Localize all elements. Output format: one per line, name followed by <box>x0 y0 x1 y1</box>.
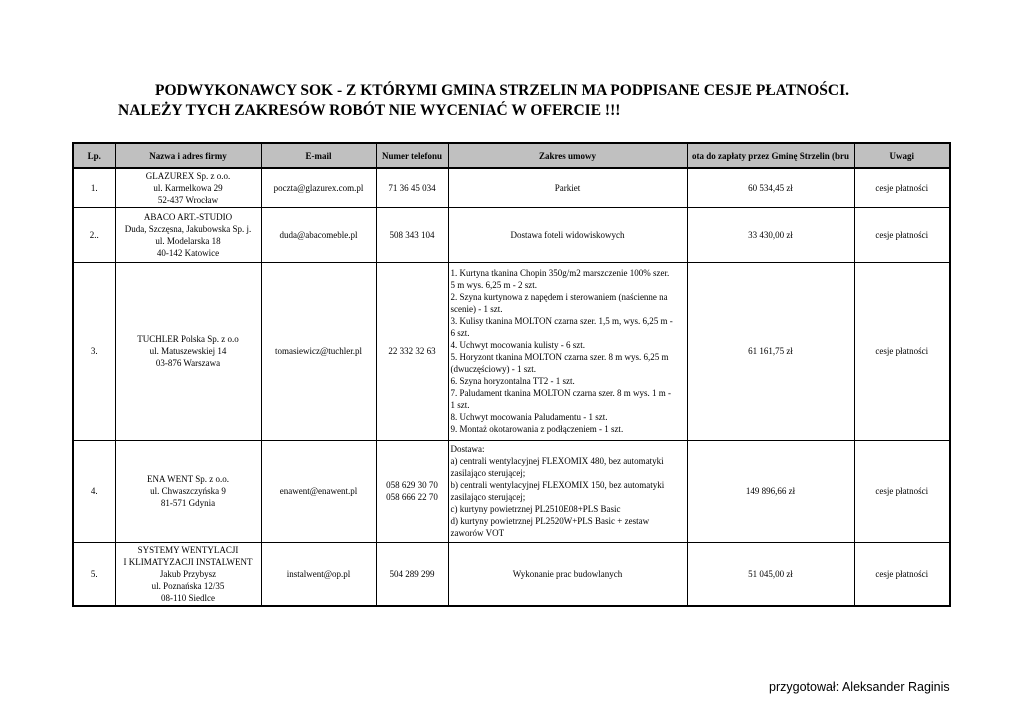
cell-scope <box>448 168 687 207</box>
header-phone: Numer telefonu <box>376 143 448 168</box>
company-line: 03-876 Warszawa <box>155 358 221 368</box>
prepared-by-footer: przygotował: Aleksander Raginis <box>769 680 950 694</box>
scope-line: 6 szt. <box>450 328 470 338</box>
scope-line: Dostawa foteli widowiskowych <box>510 229 625 240</box>
cell-phone <box>376 542 448 606</box>
header-email: E-mail <box>261 143 376 168</box>
header-amount: ota do zapłaty przez Gminę Strzelin (bru <box>687 143 854 168</box>
company-line: 52-437 Wrocław <box>157 194 219 205</box>
scope-line: d) kurtyny powietrznej PL2520W+PLS Basic + zestaw <box>450 516 650 526</box>
cell-lp: 2.. <box>73 207 115 262</box>
phone-line: 058 666 22 70 <box>386 492 438 502</box>
scope-line: 2. Szyna kurtynowa z napędem i sterowaniem (naścienne na <box>450 292 668 302</box>
header-notes: Uwagi <box>854 143 950 168</box>
scope-line: 8. Uchwyt mocowania Paludamentu - 1 szt. <box>450 412 608 422</box>
header-company: Nazwa i adres firmy <box>115 143 261 168</box>
header-lp: Lp. <box>73 143 115 168</box>
cell-scope <box>448 542 687 606</box>
table-row <box>73 168 950 207</box>
phone-line: 508 343 104 <box>389 229 435 240</box>
scope-line: Wykonanie prac budowlanych <box>512 568 623 579</box>
cell-note: cesje płatności <box>854 262 950 440</box>
company-line: Jakub Przybysz <box>159 568 217 579</box>
cell-amount: 51 045,00 zł <box>687 542 854 606</box>
title-line-1: PODWYKONAWCY SOK - Z KTÓRYMI GMINA STRZELIN MA PODPISANE CESJE PŁATNOŚCI. <box>155 82 850 99</box>
cell-company <box>115 168 261 207</box>
cell-phone <box>376 262 448 440</box>
cell-company <box>115 440 261 542</box>
table-row <box>73 440 950 542</box>
title-line-2: NALEŻY TYCH ZAKRESÓW ROBÓT NIE WYCENIAĆ W OFERCIE !!! <box>118 102 621 119</box>
document-title <box>118 81 918 121</box>
cell-email: duda@abacomeble.pl <box>261 207 376 262</box>
scope-line: Parkiet <box>554 182 581 193</box>
company-line: ENA WENT Sp. z o.o. <box>147 474 229 484</box>
scope-line: 5 m wys. 6,25 m - 2 szt. <box>450 280 537 290</box>
company-line: SYSTEMY WENTYLACJI <box>137 544 239 555</box>
company-line: ABACO ART.-STUDIO <box>143 211 233 222</box>
cell-company <box>115 207 261 262</box>
cell-scope <box>448 262 687 440</box>
cell-phone <box>376 207 448 262</box>
scope-line: Dostawa: <box>450 444 485 454</box>
company-line: I KLIMATYZACJI INSTALWENT <box>123 556 253 567</box>
table-row <box>73 207 950 262</box>
cell-amount: 33 430,00 zł <box>687 207 854 262</box>
cell-amount: 149 896,66 zł <box>687 440 854 542</box>
company-line: ul. Poznańska 12/35 <box>151 580 225 591</box>
cell-note: cesje płatności <box>854 542 950 606</box>
cell-company <box>115 542 261 606</box>
scope-line: zasilająco sterującej; <box>450 492 526 502</box>
cell-note: cesje płatności <box>854 440 950 542</box>
scope-line: 1. Kurtyna tkanina Chopin 350g/m2 marszczenie 100% szer. <box>450 268 670 278</box>
phone-line: 058 629 30 70 <box>386 480 438 490</box>
company-line: ul. Karmelkowa 29 <box>153 182 223 193</box>
scope-line: scenie) - 1 szt. <box>450 304 503 314</box>
phone-line: 22 332 32 63 <box>388 346 436 356</box>
phone-line: 504 289 299 <box>389 568 435 579</box>
company-line: 81-571 Gdynia <box>160 498 216 508</box>
cell-lp: 3. <box>73 262 115 440</box>
scope-line: zasilająco sterującej; <box>450 468 526 478</box>
cell-scope <box>448 207 687 262</box>
scope-line: (dwuczęściowy) - 1 szt. <box>450 364 536 374</box>
phone-line: 71 36 45 034 <box>388 182 436 193</box>
cell-lp: 4. <box>73 440 115 542</box>
cell-email: tomasiewicz@tuchler.pl <box>261 262 376 440</box>
cell-phone <box>376 440 448 542</box>
table-header-row <box>73 143 950 168</box>
scope-line: a) centrali wentylacyjnej FLEXOMIX 480, bez automatyki <box>450 456 664 466</box>
cell-email: enawent@enawent.pl <box>261 440 376 542</box>
cell-company <box>115 262 261 440</box>
cell-email: instalwent@op.pl <box>261 542 376 606</box>
scope-line: 6. Szyna horyzontalna TT2 - 1 szt. <box>450 376 575 386</box>
header-scope: Zakres umowy <box>448 143 687 168</box>
cell-lp: 5. <box>73 542 115 606</box>
company-line: ul. Chwaszczyńska 9 <box>150 486 226 496</box>
company-line: TUCHLER Polska Sp. z o.o <box>137 334 239 344</box>
cell-lp: 1. <box>73 168 115 207</box>
table-row <box>73 262 950 440</box>
cell-amount: 61 161,75 zł <box>687 262 854 440</box>
cell-email: poczta@glazurex.com.pl <box>261 168 376 207</box>
table-row <box>73 542 950 606</box>
scope-line: 3. Kulisy tkanina MOLTON czarna szer. 1,5 m, wys. 6,25 m - <box>450 316 673 326</box>
scope-line: b) centrali wentylacyjnej FLEXOMIX 150, bez automatyki <box>450 480 665 490</box>
scope-line: c) kurtyny powietrznej PL2510E08+PLS Basic <box>450 504 621 514</box>
company-line: 08-110 Siedlce <box>161 592 215 603</box>
scope-line: 1 szt. <box>450 400 470 410</box>
company-line: ul. Matuszewskiej 14 <box>149 346 227 356</box>
cell-note: cesje płatności <box>854 168 950 207</box>
subcontractors-table <box>72 142 951 607</box>
company-line: ul. Modelarska 18 <box>155 235 221 246</box>
cell-phone <box>376 168 448 207</box>
cell-scope <box>448 440 687 542</box>
cell-note: cesje płatności <box>854 207 950 262</box>
scope-line: 4. Uchwyt mocowania kulisty - 6 szt. <box>450 340 585 350</box>
company-line: GLAZUREX Sp. z o.o. <box>145 170 231 181</box>
company-line: Duda, Szczęsna, Jakubowska Sp. j. <box>124 223 252 234</box>
cell-amount: 60 534,45 zł <box>687 168 854 207</box>
scope-line: 5. Horyzont tkanina MOLTON czarna szer. 8 m wys. 6,25 m <box>450 352 669 362</box>
scope-line: 7. Paludament tkanina MOLTON czarna szer. 8 m wys. 1 m - <box>450 388 671 398</box>
scope-line: zaworów VOT <box>450 528 505 538</box>
scope-line: 9. Montaż okotarowania z podłączeniem - 1 szt. <box>450 424 624 434</box>
company-line: 40-142 Katowice <box>156 247 220 258</box>
